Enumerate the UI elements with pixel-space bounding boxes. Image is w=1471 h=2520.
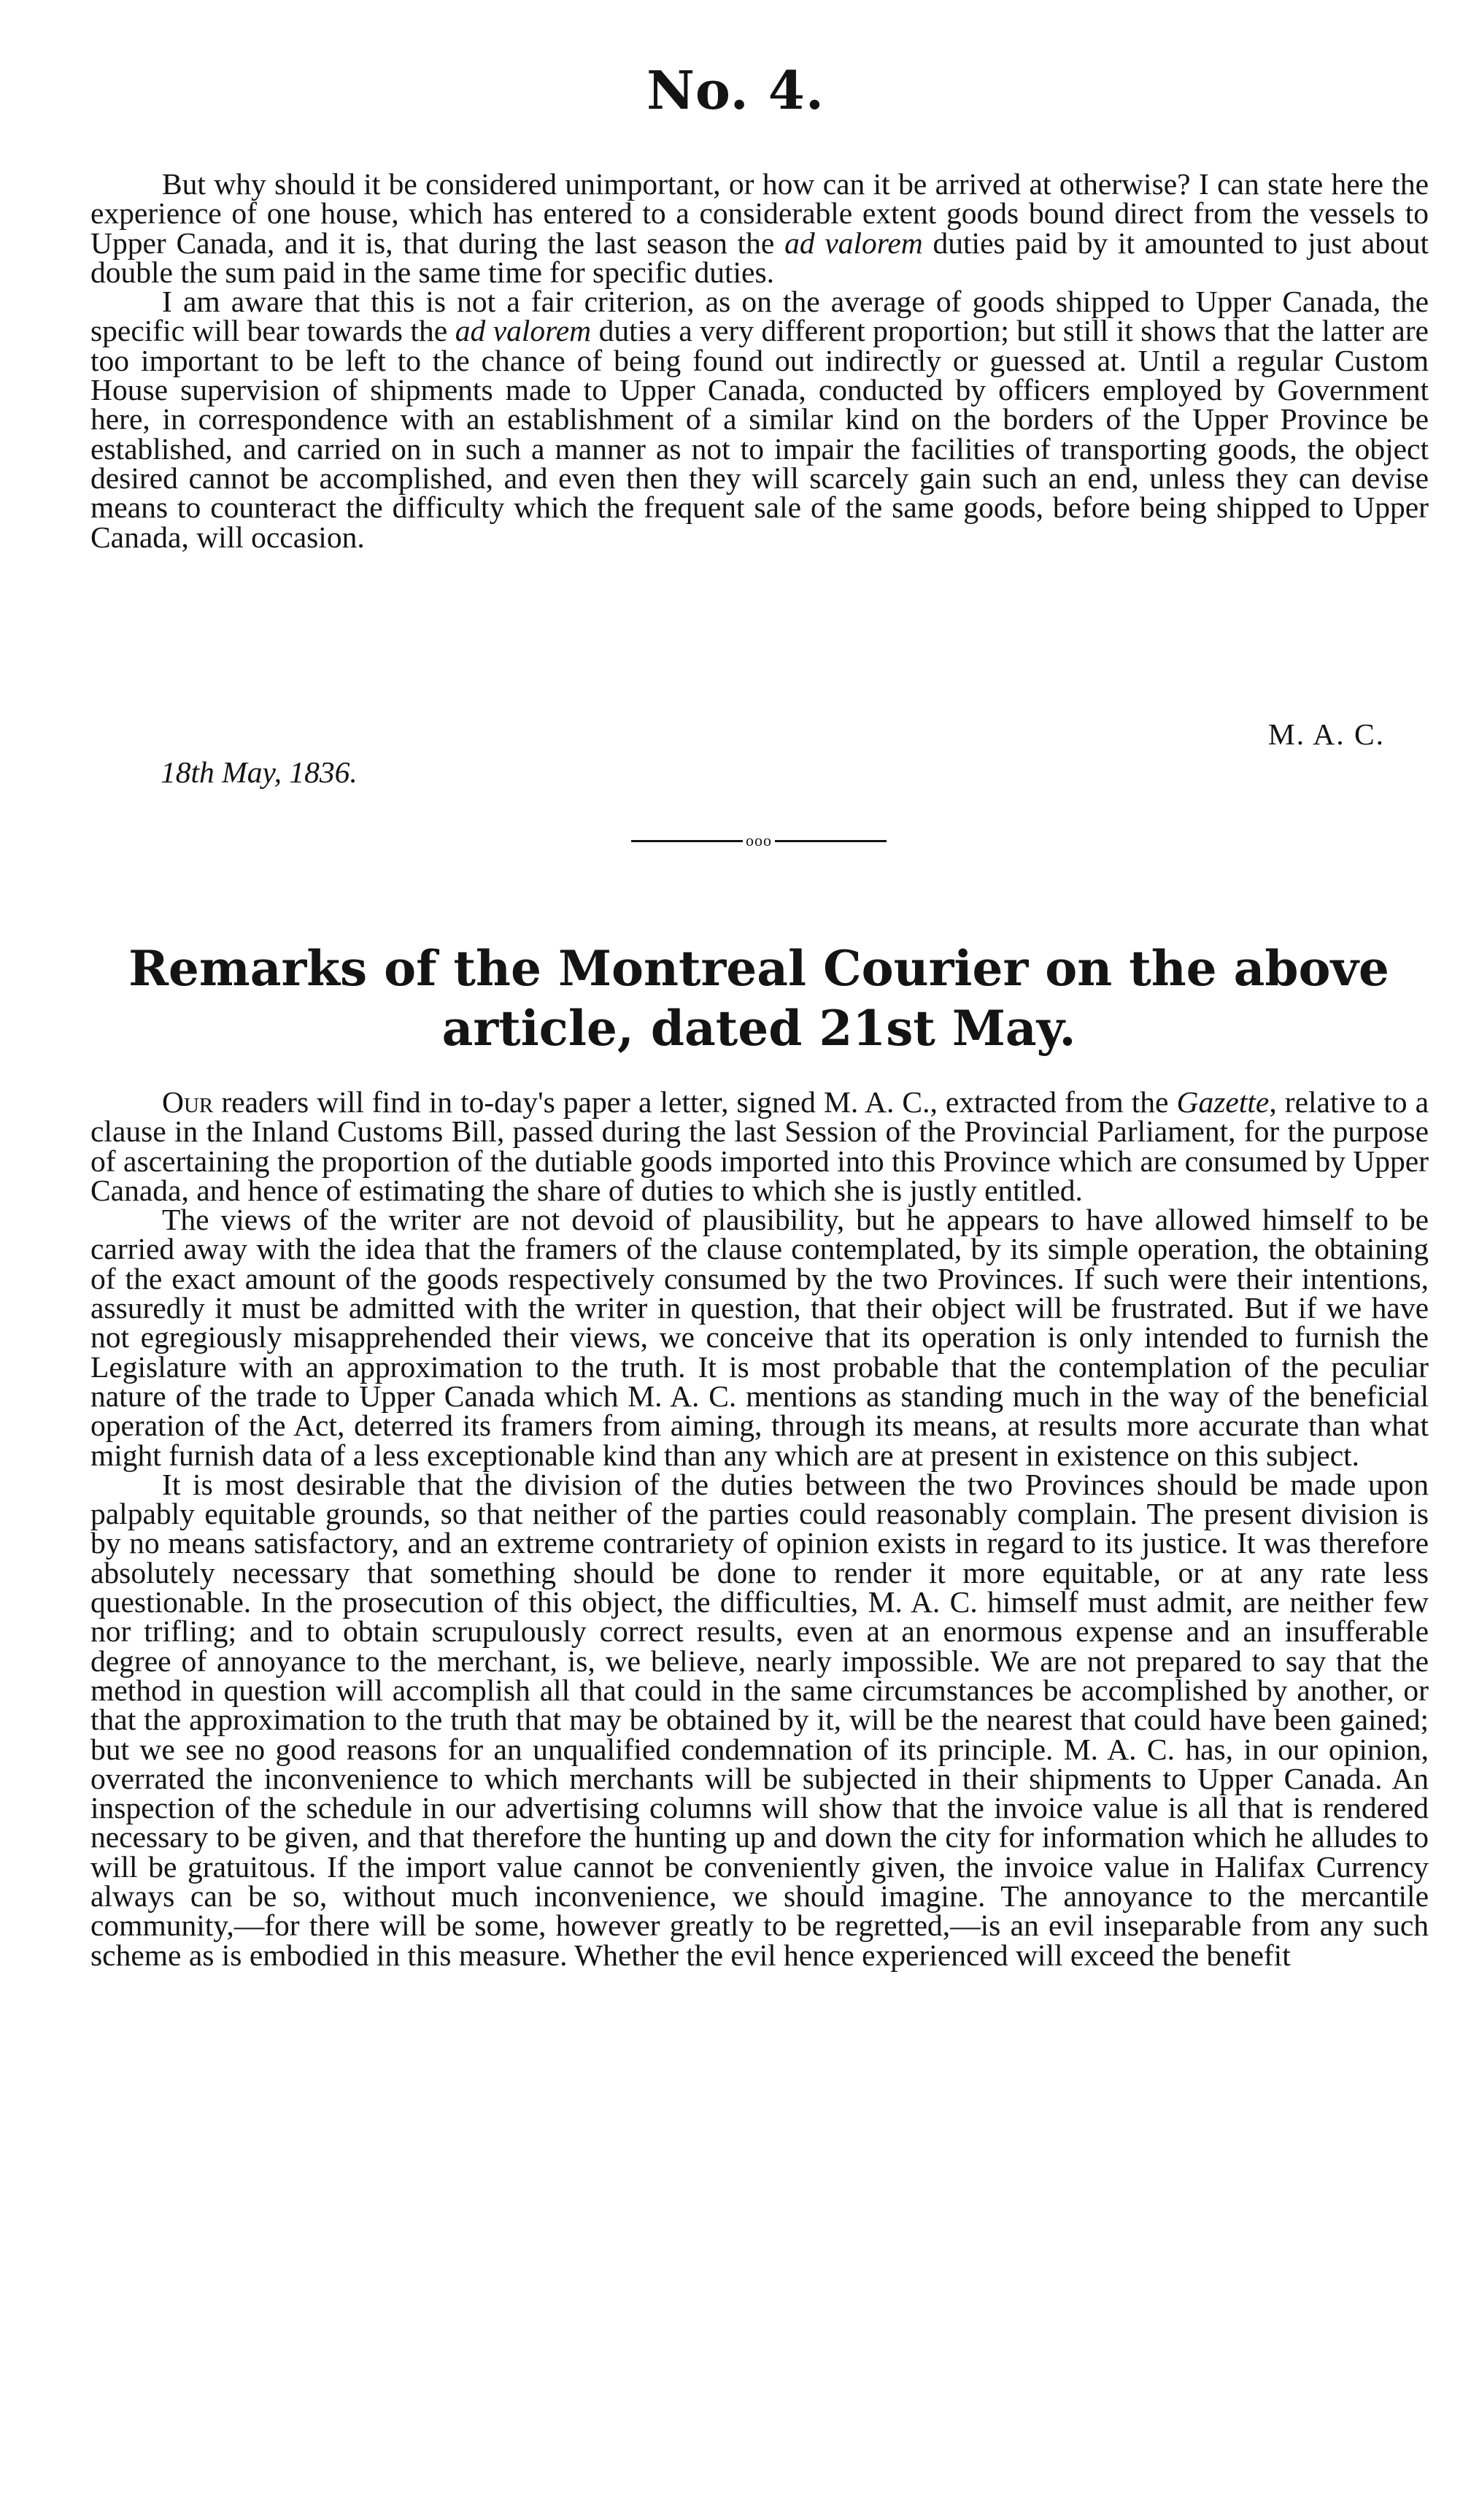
divider-rule-right <box>775 840 887 842</box>
remarks-heading-line-1: Remarks of the Montreal Courier on the above <box>128 940 1389 997</box>
remarks-heading-line-2: article, dated 21st May. <box>441 1000 1076 1057</box>
article-number-heading: No. 4. <box>646 59 825 121</box>
paragraph-text: duties a very different proportion; but still it shows that the latter are too important to be left to the chance of being found out indirectly or guessed at. Until a regular Custom House supervision of shipments made to Upper Canada, conducted by officers employed by Government here, in correspondence with an establishment of a similar kind on the borders of the Upper Province be established, and carried on in such a manner as not to impair the facilities of transporting goods, the object desired cannot be accomplished, and even then they will scarcely gain such an end, unless they can devise means to counteract the difficulty which the frequent sale of the same goods, before being shipped to Upper Canada, will occasion. <box>90 314 1429 554</box>
signature-initials: M. A. C. <box>1267 717 1385 751</box>
paragraph-text: readers will find in to-day's paper a letter, signed M. A. C., extracted from the <box>213 1085 1177 1119</box>
remarks-heading <box>73 939 1445 1058</box>
article-two-body <box>90 1087 1429 1970</box>
paragraph-text: But why should it be considered unimportant, or how can it be arrived at otherwise? I can state here the experience of one house, which has entered to a considerable extent goods bound direct from the vessels to Upper Canada, and it is, that during the last season the <box>90 167 1429 260</box>
paragraph-text: , relative to a clause in the Inland Customs Bill, passed during the last Session of the Provincial Parliament, for the purpose of ascertaining the proportion of the dutiable goods imported into this Province which are consumed by Upper Canada, and hence of estimating the share of duties to which she is justly entitled. <box>90 1085 1429 1207</box>
article-two-paragraph-1 <box>90 1087 1429 1205</box>
italic-phrase: Gazette <box>1176 1085 1270 1119</box>
lead-word: Our <box>162 1085 214 1119</box>
italic-phrase: ad valorem <box>784 226 923 260</box>
section-divider <box>631 832 887 849</box>
article-two-paragraph-2: The views of the writer are not devoid of plausibility, but he appears to have allowed himself to be carried away with the idea that the framers of the clause contemplated, by its simple operation, the obtaining of the exact amount of the goods respectively consumed by the two Provinces. If such were their intentions, assuredly it must be admitted with the writer in question, that their object will be frustrated. But if we have not egregiously misapprehended their views, we conceive that its operation is only intended to furnish the Legislature with an approximation to the truth. It is most probable that the contemplation of the peculiar nature of the trade to Upper Canada which M. A. C. mentions as standing much in the way of the beneficial operation of the Act, deterred its framers from aiming, through its means, at results more accurate than what might furnish data of a less exceptionable kind than any which are at present in existence on this subject. <box>90 1203 1429 1472</box>
italic-phrase: ad valorem <box>455 314 592 348</box>
divider-ornament: ooo <box>746 831 772 849</box>
article-one-paragraph-1 <box>90 169 1429 287</box>
article-date: 18th May, 1836. <box>161 755 358 789</box>
divider-rule-left <box>631 840 743 842</box>
article-two-paragraph-3: It is most desirable that the division of the duties between the two Provinces should be made upon palpably equitable grounds, so that neither of the parties could reasonably complain. The present division is by no means satisfactory, and an extreme contrariety of opinion exists in regard to its justice. It was therefore absolutely necessary that something should be done to render it more equitable, or at any rate less questionable. In the prosecution of this object, the difficulties, M. A. C. himself must admit, are neither few nor trifling; and to obtain scrupulously correct results, even at an enormous expense and an insufferable degree of annoyance to the merchant, is, we believe, nearly impossible. We are not prepared to say that the method in question will accomplish all that could in the same circumstances be accomplished by another, or that the approximation to the truth that may be obtained by it, will be the nearest that could have been gained; but we see no good reasons for an unqualified condemnation of its principle. M. A. C. has, in our opinion, overrated the inconvenience to which merchants will be subjected in their shipments to Upper Canada. An inspection of the schedule in our advertising columns will show that the invoice value is all that is rendered necessary to be given, and that therefore the hunting up and down the city for information which he alludes to will be gratuitous. If the import value cannot be conveniently given, the invoice value in Halifax Currency always can be so, without much inconvenience, we should imagine. The annoyance to the mercantile community,—for there will be some, however greatly to be regretted,—is an evil inseparable from any such scheme as is embodied in this measure. Whether the evil hence experienced will exceed the benefit <box>90 1467 1429 1972</box>
article-one-paragraph-2 <box>90 287 1429 552</box>
paragraph-text: I am aware that this is not a fair criterion, as on the average of goods shipped to Upper Canada, the specific will bear towards the <box>90 285 1429 348</box>
article-one-body <box>90 169 1429 552</box>
paragraph-text: duties paid by it amounted to just about double the sum paid in the same time for specific duties. <box>90 226 1429 289</box>
